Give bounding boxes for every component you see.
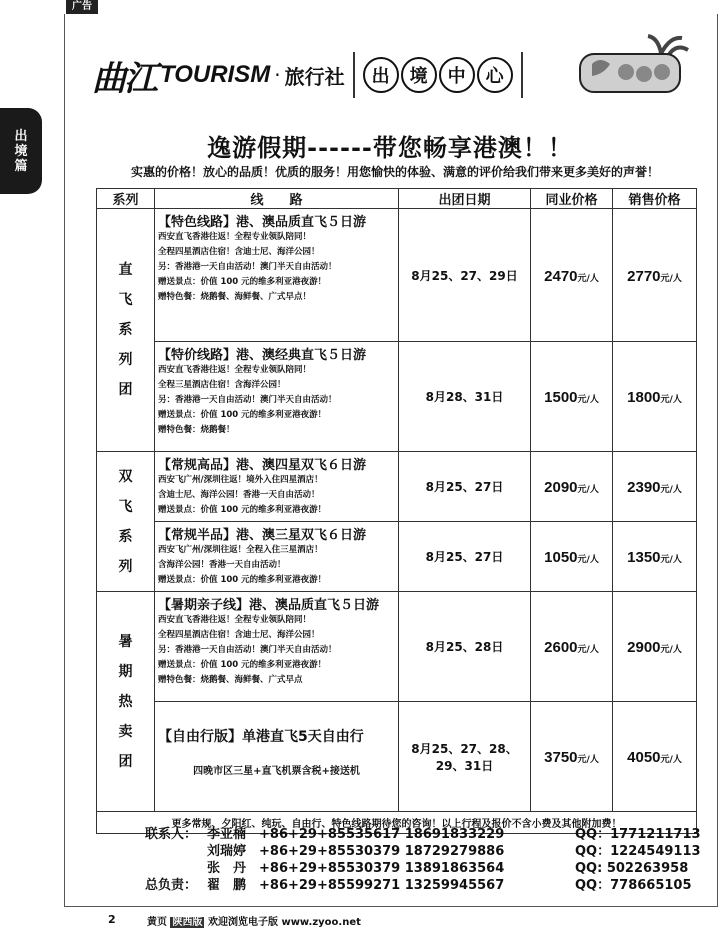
route-detail: 全程四星酒店住宿！含迪士尼、海洋公园！	[158, 630, 320, 640]
tour-price-table	[96, 188, 697, 834]
contact-name: 翟 鹏	[207, 878, 247, 893]
departure-dates: 8月25、27、28、29、31日	[399, 702, 531, 812]
side-tab: 出境篇	[0, 108, 42, 194]
route-title: 【常规半品】港、澳三星双飞６日游	[158, 528, 367, 543]
trade-price: 3750元/人	[531, 702, 613, 812]
departure-dates: 8月25、27、29日	[399, 209, 531, 342]
contact-row	[145, 826, 701, 843]
route-cell	[155, 452, 399, 522]
contact-qq: QQ：778665105	[575, 878, 692, 893]
col-header-dates: 出团日期	[399, 189, 531, 209]
logo-agency: 旅行社	[284, 64, 345, 89]
route-detail: 四晚市区三星+直飞机票含税+接送机	[193, 766, 360, 777]
table-header-row	[97, 189, 697, 209]
page-number: 2	[108, 913, 116, 926]
departure-dates: 8月25、27日	[399, 522, 531, 592]
route-detail: 另：香港港一天自由活动！澳门半天自由活动！	[158, 262, 337, 272]
route-title: 【自由行版】单港直飞5天自由行	[158, 729, 364, 745]
contact-row	[145, 860, 701, 877]
contact-role	[145, 860, 207, 877]
trade-price: 1050元/人	[531, 522, 613, 592]
route-detail: 全程三星酒店住宿！含海洋公园！	[158, 380, 286, 390]
contact-phone: +86+29+85599271 13259945567	[259, 878, 505, 893]
route-title: 【常规高品】港、澳四星双飞６日游	[158, 458, 367, 473]
vacation-brand-logo-icon	[574, 30, 690, 102]
table-row	[97, 452, 697, 522]
route-detail: 赠送景点：价值 100 元的维多利亚港夜游！	[158, 575, 327, 585]
route-cell	[155, 342, 399, 452]
route-title: 【特色线路】港、澳品质直飞５日游	[158, 215, 367, 230]
route-detail: 西安直飞香港往返！全程专业领队陪同！	[158, 365, 312, 375]
route-detail: 西安直飞香港往返！全程专业领队陪同！	[158, 232, 312, 242]
route-cell	[155, 592, 399, 702]
headline: 逸游假期------带您畅享港澳！！	[207, 134, 573, 162]
route-title: 【特价线路】港、澳经典直飞５日游	[158, 348, 367, 363]
departure-dates: 8月25、27日	[399, 452, 531, 522]
outbound-center-badge: 出 境 中 心	[363, 57, 513, 93]
contact-qq: QQ：1224549113	[575, 844, 701, 859]
retail-price: 2390元/人	[613, 452, 697, 522]
departure-dates: 8月25、28日	[399, 592, 531, 702]
contact-role: 联系人：	[145, 827, 198, 842]
route-detail: 赠特色餐：烧鹅餐、海鲜餐、广式早点	[158, 675, 303, 685]
logo-divider	[353, 52, 355, 98]
ad-tag: 广告	[66, 0, 98, 14]
col-header-retail-price: 销售价格	[613, 189, 697, 209]
route-title: 【暑期亲子线】港、澳品质直飞５日游	[158, 598, 380, 613]
logo-dot: ·	[274, 63, 281, 87]
route-detail: 西安直飞香港往返！全程专业领队陪同！	[158, 615, 312, 625]
logo-divider-2	[521, 52, 523, 98]
route-detail: 赠特色餐：烧鹅餐！	[158, 425, 235, 435]
logo-script: 曲江	[92, 58, 156, 99]
series-label: 暑期热卖团	[97, 592, 155, 812]
contact-role: 总负责：	[145, 878, 198, 893]
route-detail: 西安飞广州/深圳往返！全程入住三星酒店！	[158, 545, 323, 555]
route-detail: 赠送景点：价值 100 元的维多利亚港夜游！	[158, 410, 327, 420]
table-footer-note: 更多常规、夕阳红、纯玩、自由行、特色线路期待您的咨询！以上行程及报价不含小费及其他附加费！	[97, 812, 697, 834]
bottom-band: 黄页 陕西版 欢迎浏览电子版 www.zyoo.net	[147, 917, 361, 928]
contact-phone: +86+29+85530379 18729279886	[259, 844, 505, 859]
contact-row	[145, 877, 701, 894]
route-detail: 西安飞广州/深圳往返！境外入住四星酒店！	[158, 475, 323, 485]
route-detail: 含海洋公园！香港一天自由活动！	[158, 560, 286, 570]
contact-name: 李亚楠	[207, 827, 247, 842]
contact-phone: +86+29+85535617 18691833229	[259, 827, 505, 842]
retail-price: 2900元/人	[613, 592, 697, 702]
route-detail: 另：香港港一天自由活动！澳门半天自由活动！	[158, 395, 337, 405]
trade-price: 2090元/人	[531, 452, 613, 522]
route-detail: 赠送景点：价值 100 元的维多利亚港夜游！	[158, 277, 327, 287]
departure-dates: 8月28、31日	[399, 342, 531, 452]
table-row	[97, 522, 697, 592]
contact-qq: QQ：1771211713	[575, 827, 701, 842]
contact-role	[145, 843, 207, 860]
series-label: 双飞系列	[97, 452, 155, 592]
route-cell	[155, 522, 399, 592]
table-row	[97, 702, 697, 812]
col-header-route: 线 路	[155, 189, 399, 209]
route-detail: 赠特色餐：烧鹅餐、海鲜餐、广式早点！	[158, 292, 312, 302]
contact-qq: QQ: 502263958	[575, 861, 689, 876]
route-detail: 赠送景点：价值 100 元的维多利亚港夜游！	[158, 660, 327, 670]
route-detail: 含迪士尼、海洋公园！香港一天自由活动！	[158, 490, 320, 500]
contact-name: 刘瑞婷	[207, 844, 247, 859]
table-row	[97, 209, 697, 342]
trade-price: 2470元/人	[531, 209, 613, 342]
retail-price: 4050元/人	[613, 702, 697, 812]
route-cell	[155, 702, 399, 812]
company-logo	[92, 40, 531, 110]
series-label: 直飞系列团	[97, 209, 155, 452]
logo-tourism: TOURISM	[160, 61, 271, 88]
route-detail: 另：香港港一天自由活动！澳门半天自由活动！	[158, 645, 337, 655]
retail-price: 1800元/人	[613, 342, 697, 452]
trade-price: 1500元/人	[531, 342, 613, 452]
retail-price: 2770元/人	[613, 209, 697, 342]
retail-price: 1350元/人	[613, 522, 697, 592]
contact-phone: +86+29+85530379 13891863564	[259, 861, 505, 876]
slogan: 实惠的价格！放心的品质！优质的服务！用您愉快的体验、满意的评价给我们带来更多美好的声誉！	[130, 165, 659, 179]
contact-name: 张 丹	[207, 861, 247, 876]
col-header-series: 系列	[97, 189, 155, 209]
route-detail: 全程四星酒店住宿！含迪士尼、海洋公园！	[158, 247, 320, 257]
contact-row	[145, 843, 701, 860]
col-header-trade-price: 同业价格	[531, 189, 613, 209]
trade-price: 2600元/人	[531, 592, 613, 702]
route-cell	[155, 209, 399, 342]
contact-list	[145, 826, 701, 894]
route-detail: 赠送景点：价值 100 元的维多利亚港夜游！	[158, 505, 327, 515]
table-row	[97, 592, 697, 702]
table-row	[97, 342, 697, 452]
